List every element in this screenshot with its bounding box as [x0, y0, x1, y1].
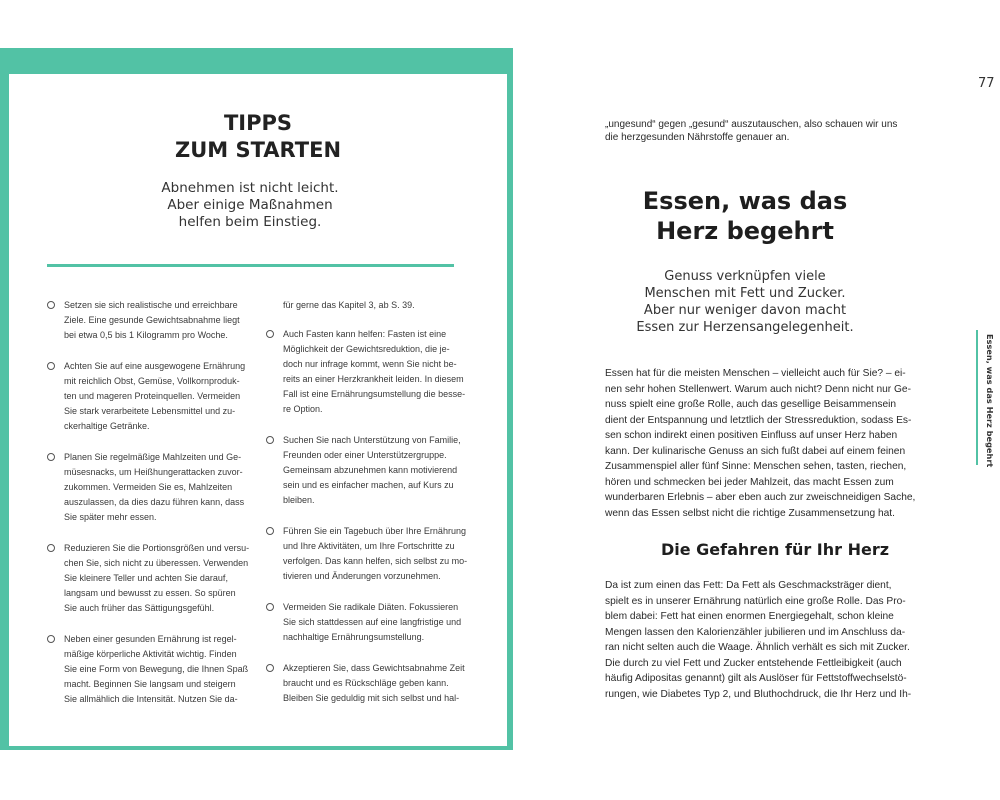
tips-subtitle	[0, 180, 500, 231]
tip-line: Führen Sie ein Tagebuch über Ihre Ernährung	[283, 526, 466, 536]
tip-line: sein und es einfacher machen, auf Kurs zu	[283, 480, 454, 490]
circle-bullet-icon	[47, 453, 55, 461]
tip-line: Sie eine Form von Bewegung, die Ihnen Spaß	[64, 664, 249, 674]
tip-item	[47, 359, 247, 434]
tip-line: doch nur infrage kommt, wenn Sie nicht be-	[283, 359, 457, 369]
tips-list-right	[266, 298, 466, 722]
tips-subtitle-line: helfen beim Einstieg.	[178, 214, 322, 230]
tip-line: Sie stark verarbeitete Lebensmittel und zu-	[64, 406, 236, 416]
body-paragraph	[605, 366, 945, 521]
tip-line: Planen Sie regelmäßige Mahlzeiten und Ge-	[64, 452, 242, 462]
tip-line: zukommen. Vermeiden Sie es, Mahlzeiten	[64, 482, 233, 492]
chapter-heading	[575, 186, 915, 246]
tip-line: macht. Beginnen Sie langsam und steigern	[64, 679, 236, 689]
tips-title-line: TIPPS	[223, 111, 293, 135]
tip-line: und Ihre Aktivitäten, um Ihre Fortschritte zu	[283, 541, 455, 551]
tip-item	[266, 661, 466, 706]
tips-subtitle-line: Abnehmen ist nicht leicht.	[161, 180, 339, 196]
body-paragraph	[605, 578, 945, 702]
tips-title	[0, 110, 516, 164]
tip-line: langsam und bewusst zu essen. So spüren	[64, 588, 236, 598]
divider	[47, 264, 454, 267]
tip-line: Suchen Sie nach Unterstützung von Familie,	[283, 435, 461, 445]
chapter-subtitle-line: Genuss verknüpfen viele	[664, 269, 826, 284]
tip-line: ckerhaltige Getränke.	[64, 421, 150, 431]
body-line: dient der Entspannung und letztlich der Stressreduktion, sodass Es-	[605, 414, 912, 426]
body-line: wenn das Essen selbst nicht die richtige Zusammensetzung hat.	[605, 507, 895, 519]
body-line: kann. Der kulinarische Genuss an sich fußt dabei auf einem feinen	[605, 445, 906, 457]
body-line: rungen, wie Diabetes Typ 2, und Bluthochdruck, die Ihr Herz und Ih-	[605, 688, 912, 700]
tip-line: Fall ist eine Ernährungsumstellung die besse-	[283, 389, 466, 399]
tips-subtitle-line: Aber einige Maßnahmen	[167, 197, 333, 213]
tip-line: bleiben.	[283, 495, 315, 505]
tip-line: Akzeptieren Sie, dass Gewichtsabnahme Zeit	[283, 663, 465, 673]
tip-item	[266, 327, 466, 417]
tip-line: Vermeiden Sie radikale Diäten. Fokussieren	[283, 602, 459, 612]
body-line: ran nicht selten auch die Waage. Ähnlich verhält es sich mit Zucker.	[605, 642, 910, 653]
body-line: Da ist zum einen das Fett: Da Fett als Geschmacksträger dient,	[605, 580, 892, 591]
body-line: blem dabei: Fett hat einen enormen Energiegehalt, schon kleine	[605, 611, 894, 622]
tip-item	[266, 524, 466, 584]
tip-item	[47, 541, 250, 616]
tip-item	[266, 433, 466, 508]
tip-line: Gemeinsam abzunehmen kann motivierend	[283, 465, 458, 475]
tip-continuation	[266, 298, 466, 313]
body-line: wunderbaren Erlebnis – aber eben auch zur zweischneidigen Sache,	[605, 492, 916, 503]
tip-line: nachhaltige Ernährungsumstellung.	[283, 632, 425, 642]
intro-text	[605, 118, 945, 144]
tip-line: ten und mageren Proteinquellen. Vermeiden	[64, 391, 241, 401]
tip-line: Neben einer gesunden Ernährung ist regel-	[64, 634, 237, 644]
circle-bullet-icon	[47, 544, 55, 552]
tip-line: Möglichkeit der Gewichtsreduktion, die je-	[283, 344, 450, 354]
tip-line: Sie auch früher das Sättigungsgefühl.	[64, 603, 215, 613]
circle-bullet-icon	[47, 635, 55, 643]
circle-bullet-icon	[266, 603, 274, 611]
tip-line: braucht und es Rückschläge geben kann.	[283, 678, 449, 688]
chapter-tab-label: Essen, was das Herz begehrt	[985, 334, 995, 468]
body-line: Essen hat für die meisten Menschen – vielleicht auch für Sie? – ei-	[605, 368, 906, 379]
tip-line: Achten Sie auf eine ausgewogene Ernährung	[64, 361, 246, 371]
chapter-heading-line: Herz begehrt	[656, 217, 834, 245]
chapter-heading-line: Essen, was das	[642, 187, 848, 215]
tip-line: Ziele. Eine gesunde Gewichtsabnahme liegt	[64, 315, 240, 325]
tip-line: verfolgen. Das kann helfen, sich selbst zu mo-	[283, 556, 468, 566]
tip-item	[47, 450, 247, 525]
tip-line: auszulassen, da dies dazu führen kann, dass	[64, 497, 245, 507]
chapter-subtitle	[575, 268, 915, 336]
tip-line: tivieren und Änderungen vorzunehmen.	[283, 571, 441, 581]
tip-item	[47, 632, 247, 707]
tip-line: mäßige körperliche Aktivität wichtig. Finden	[64, 649, 237, 659]
tip-line: Sie später mehr essen.	[64, 512, 157, 522]
circle-bullet-icon	[266, 330, 274, 338]
tips-title-line: ZUM STARTEN	[174, 138, 342, 162]
chapter-subtitle-line: Essen zur Herzensangelegenheit.	[636, 320, 854, 335]
section-heading: Die Gefahren für Ihr Herz	[660, 540, 890, 559]
body-line: Mengen lassen den Kalorienzähler jubilieren und im Anschluss da-	[605, 626, 906, 638]
tip-line: Auch Fasten kann helfen: Fasten ist eine	[283, 329, 447, 339]
tip-item	[266, 600, 466, 645]
tip-line: reits an einer Herzkrankheit leiden. In diesem	[283, 374, 464, 384]
body-line: nuss spielt eine große Rolle, auch das gesellige Beisammensein	[605, 399, 897, 410]
chapter-subtitle-line: Menschen mit Fett und Zucker.	[644, 286, 846, 301]
tip-line: bei etwa 0,5 bis 1 Kilogramm pro Woche.	[64, 330, 228, 340]
tip-line: Bleiben Sie geduldig mit sich selbst und hal-	[283, 693, 460, 703]
circle-bullet-icon	[266, 527, 274, 535]
intro-line: die herzgesunden Nährstoffe genauer an.	[605, 132, 790, 143]
tip-line: Freunden oder einer Unterstützergruppe.	[283, 450, 447, 460]
body-line: hören und schmecken bei jeder Mahlzeit, das macht Essen zum	[605, 476, 894, 488]
chapter-subtitle-line: Aber nur weniger davon macht	[643, 303, 847, 318]
circle-bullet-icon	[47, 362, 55, 370]
circle-bullet-icon	[47, 301, 55, 309]
tip-line: müsesnacks, um Heißhungerattacken zuvor-	[64, 467, 243, 477]
tip-line: für gerne das Kapitel 3, ab S. 39.	[283, 300, 415, 310]
body-line: Zusammenspiel aller fünf Sinne: Menschen sehen, tasten, riechen,	[605, 461, 907, 472]
tip-line: mit reichlich Obst, Gemüse, Vollkornproduk-	[64, 376, 240, 386]
tips-list-left	[47, 298, 250, 723]
tip-line: re Option.	[283, 404, 323, 414]
body-line: sen schon indirekt einen positiven Einfluss auf unser Herz haben	[605, 430, 898, 441]
body-line: spielt es in unserer Ernährung natürlich eine große Rolle. Das Pro-	[605, 595, 906, 607]
tip-line: Setzen sie sich realistische und erreichbare	[64, 300, 238, 310]
tip-item	[47, 298, 247, 343]
tip-line: chen Sie, sich nicht zu überessen. Verwenden	[64, 558, 249, 568]
body-line: Die durch zu viel Fett und Zucker entstehende Fettleibigkeit (auch	[605, 657, 902, 669]
body-line: nen sehr hohen Stellenwert. Warum auch nicht? Denn nicht nur Ge-	[605, 383, 911, 395]
intro-line: „ungesund“ gegen „gesund“ auszutauschen, also schauen wir uns	[605, 119, 898, 130]
tip-line: Sie sich stattdessen auf eine langfristige und	[283, 617, 462, 627]
tip-line: Reduzieren Sie die Portionsgrößen und versu-	[64, 543, 250, 553]
tip-line: Sie kleinere Teller und achten Sie darauf,	[64, 573, 228, 583]
circle-bullet-icon	[266, 664, 274, 672]
page-number: 77	[978, 76, 995, 91]
circle-bullet-icon	[266, 436, 274, 444]
tip-line: Sie allmählich die Intensität. Nutzen Sie da-	[64, 694, 238, 704]
body-line: häufig Adipositas genannt) gilt als Auslöser für Fettstoffwechselstö-	[605, 673, 907, 684]
